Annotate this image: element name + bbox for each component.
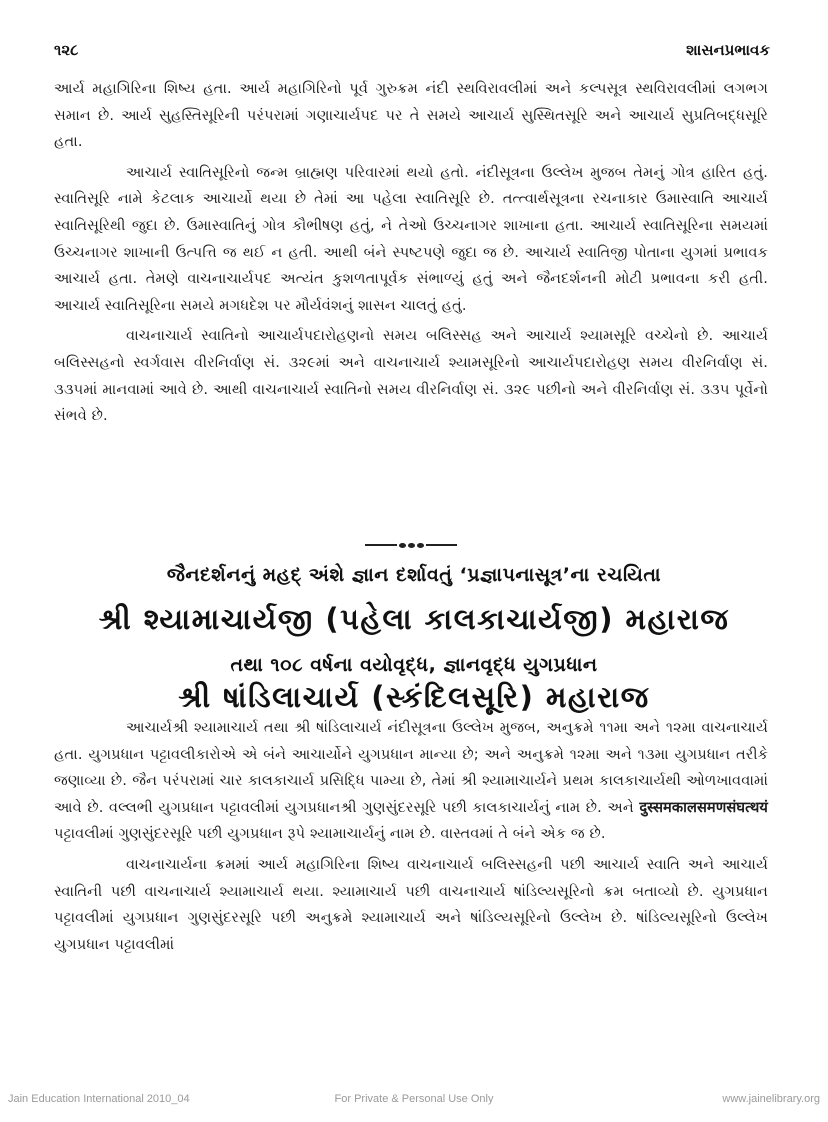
section-1-body	[54, 76, 768, 430]
section-title: શ્રી ષાંડિલાચાર્ય (સ્કંદિલસૂરિ) મહારાજ	[178, 680, 650, 714]
section-2-body	[54, 715, 768, 958]
section-subtitle: તથા ૧૦૮ વર્ષના વયોવૃદ્ધ, જ્ઞાનવૃદ્ધ યુગપ્રધાન	[230, 654, 598, 676]
bold-citation: दुस्समकालसमणसंघत्थयं	[639, 798, 768, 816]
page-number: ૧૨૮	[54, 41, 79, 59]
paragraph: વાચનાચાર્ય સ્વાતિનો આચાર્યપદારોહણનો સમય બલિસ્સહ અને આચાર્ય શ્યામસૂરિ વચ્ચેનો છે. આચાર્ય બલિસ્સહનો સ્વર્ગવાસ વીરનિર્વાણ સં. ૩૨૯માં અને વાચનાચાર્ય શ્યામસૂરિનો આચાર્યપદારોહણ સમય વીરનિર્વાણ સં. ૩૩૫માં માનવામાં આવે છે. આથી વાચનાચાર્ય સ્વાતિનો સમય વીરનિર્વાણ સં. ૩૨૯ પછીનો અને વીરનિર્વાણ સં. ૩૩૫ પૂર્વેનો સંભવે છે.	[54, 327, 768, 425]
divider-line	[365, 544, 397, 546]
section-title: શ્રી શ્યામાચાર્યજી (પહેલા કાલકાચાર્યજી) મહારાજ	[98, 602, 730, 636]
paragraph-text: પટ્ટાવલીમાં ગુણસુંદરસૂરિ પછી યુગપ્રધાન રૂપે શ્યામાચાર્યનું નામ છે. વાસ્તવમાં તે બંને એક જ છે.	[54, 825, 606, 843]
paragraph: આચાર્ય સ્વાતિસૂરિનો જન્મ બ્રાહ્મણ પરિવારમાં થયો હતો. નંદીસૂત્રના ઉલ્લેખ મુજબ તેમનું ગોત્ર હારિત હતું. સ્વાતિસૂરિ નામે કેટલાક આચાર્યો થયા છે તેમાં આ પહેલા સ્વાતિસૂરિ છે. તત્ત્વાર્થસૂત્રના રચનાકાર ઉમાસ્વાતિ આચાર્ય સ્વાતિસૂરિથી જુદા છે. ઉમાસ્વાતિનું ગોત્ર કૌભીષણ હતું, ને તેઓ ઉચ્ચનાગર શાખાના હતા. આચાર્ય સ્વાતિસૂરિના સમયમાં ઉચ્ચનાગર શાખાની ઉત્પત્તિ જ થઈ ન હતી. આથી બંને સ્પષ્ટપણે જુદા જ છે. આચાર્ય સ્વાતિજી પોતાના યુગમાં પ્રભાવક આચાર્ય હતા. તેમણે વાચનાચાર્યપદ અત્યંત કુશળતાપૂર્વક સંભાળ્યું હતું અને જૈનદર્શનની મોટી પ્રભાવના કરી હતી. આચાર્ય સ્વાતિસૂરિના સમયે મગધદેશ પર મૌર્યવંશનું શાસન ચાલતું હતું.	[54, 163, 768, 314]
section-subtitle: જૈનદર્શનનું મહદ્ અંશે જ્ઞાન દર્શાવતું ‘પ્રજ્ઞાપનાસૂત્ર’ના રચયિતા	[166, 564, 662, 586]
footer-publisher: Jain Education International 2010_04	[8, 1093, 190, 1105]
divider-ornament	[397, 543, 426, 548]
paragraph-text: આચાર્યશ્રી શ્યામાચાર્ય તથા શ્રી ષાંડિલાચાર્ય નંદીસૂત્રના ઉલ્લેખ મુજબ, અનુક્રમે ૧૧મા અને ૧૨મા વાચનાચાર્ય હતા. યુગપ્રધાન પટ્ટાવલીકારોએ એ બંને આચાર્યોને યુગપ્રધાન માન્યા છે; અને અનુક્રમે ૧૨મા અને ૧૩મા યુગપ્રધાન તરીકે જણાવ્યા છે. જૈન પરંપરામાં ચાર કાલકાચાર્ય પ્રસિદ્ધિ પામ્યા છે, તેમાં શ્રી શ્યામાચાર્યને પ્રથમ કાલકાચાર્યથી ઓળખાવવામાં આવે છે. વલ્લભી યુગપ્રધાન પટ્ટાવલીમાં યુગપ્રધાનશ્રી ગુણસુંદરસૂરિ પછી કાલકાચાર્યનું નામ છે. અને	[54, 719, 768, 816]
ornamental-divider-icon	[365, 540, 457, 550]
paragraph: આર્ય મહાગિરિના શિષ્ય હતા. આર્ય મહાગિરિનો પૂર્વ ગુરુક્રમ નંદી સ્થવિરાવલીમાં અને કલ્પસૂત્ર સ્થવિરાવલીમાં લગભગ સમાન છે. આર્ય સુહસ્તિસૂરિની પરંપરામાં ગણાચાર્યપદ પર તે સમયે આચાર્ય સુસ્થિતસૂરિ અને આચાર્ય સુપ્રતિબદ્ધસૂરિ હતા.	[54, 80, 768, 151]
paragraph: વાચનાચાર્યના ક્રમમાં આર્ય મહાગિરિના શિષ્ય વાચનાચાર્ય બલિસ્સહની પછી આચાર્ય સ્વાતિ અને આચાર્ય સ્વાતિની પછી વાચનાચાર્ય શ્યામાચાર્ય થયા. શ્યામાચાર્ય પછી વાચનાચાર્ય ષાંડિલ્યસૂરિનો ક્રમ બતાવ્યો છે. યુગપ્રધાન પટ્ટાવલીમાં યુગપ્રધાન ગુણસુંદરસૂરિ પછી અનુક્રમે શ્યામાચાર્ય અને ષાંડિલ્યસૂરિનો ઉલ્લેખ છે. ષાંડિલ્યસૂરિનો ઉલ્લેખ યુગપ્રધાન પટ્ટાવલીમાં	[54, 855, 768, 953]
footer-website: www.jainelibrary.org	[722, 1093, 820, 1105]
footer-notice: For Private & Personal Use Only	[334, 1093, 494, 1105]
page-footer	[8, 1093, 820, 1105]
paragraph	[54, 715, 768, 848]
running-title: શાસનપ્રભાવક	[686, 41, 770, 59]
divider-line	[426, 544, 458, 546]
running-header	[54, 38, 770, 62]
